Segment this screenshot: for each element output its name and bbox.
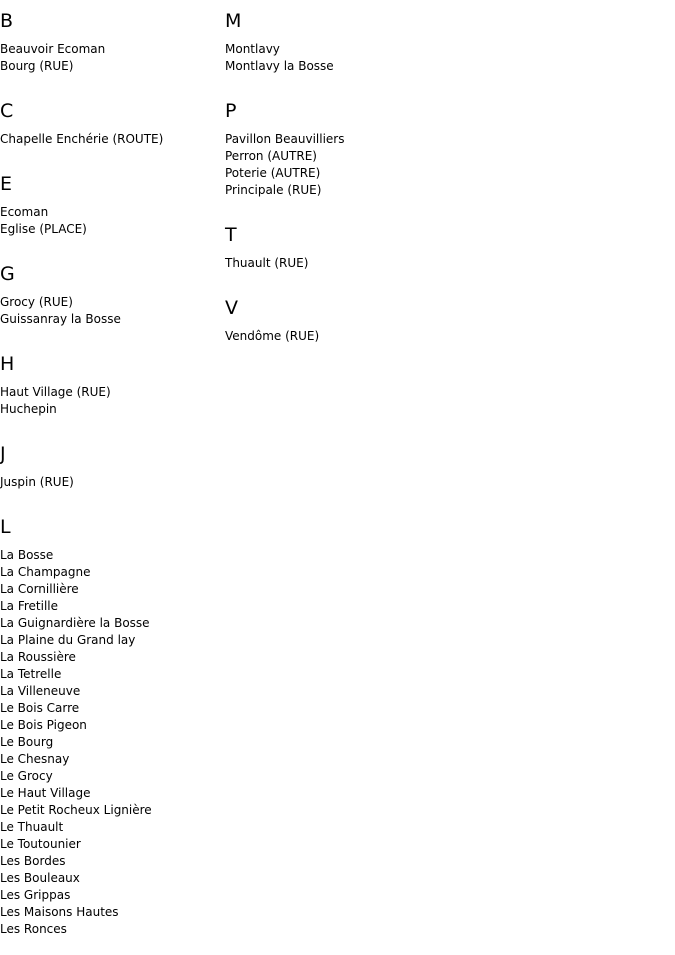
letter-heading: T [225, 224, 237, 246]
letter-section [225, 224, 665, 272]
street-link[interactable]: Les Maisons Hautes [0, 905, 119, 919]
street-list-item [0, 802, 220, 819]
street-link[interactable]: Le Haut Village [0, 786, 91, 800]
street-list-item [0, 384, 220, 401]
street-link[interactable]: Beauvoir Ecoman [0, 42, 106, 56]
letter-section [225, 297, 665, 345]
letter-heading: J [0, 443, 6, 465]
street-list-item [0, 666, 220, 683]
street-list [225, 131, 665, 199]
street-link[interactable]: Huchepin [0, 402, 57, 416]
street-list-item [0, 581, 220, 598]
street-link[interactable]: Bourg (RUE) [0, 59, 74, 73]
street-list-item [0, 58, 220, 75]
street-list-item [0, 683, 220, 700]
street-list-item [0, 294, 220, 311]
street-link[interactable]: Guissanray la Bosse [0, 312, 121, 326]
street-list-item [0, 785, 220, 802]
street-list [0, 547, 220, 938]
street-link[interactable]: La Fretille [0, 599, 59, 613]
street-link[interactable]: Le Bois Pigeon [0, 718, 87, 732]
street-link[interactable]: Thuault (RUE) [225, 256, 309, 270]
street-link[interactable]: Les Ronces [0, 922, 67, 936]
street-list [225, 255, 665, 272]
letter-section [0, 353, 220, 418]
street-list-item [0, 836, 220, 853]
street-link[interactable]: Eglise (PLACE) [0, 222, 87, 236]
street-list [0, 41, 220, 75]
street-list-item [0, 819, 220, 836]
letter-heading: V [225, 297, 238, 319]
letter-section [225, 100, 665, 199]
street-list-item [225, 58, 665, 75]
street-list-item [0, 768, 220, 785]
street-link[interactable]: Le Petit Rocheux Lignière [0, 803, 152, 817]
letter-section [0, 173, 220, 238]
street-list-item [0, 887, 220, 904]
street-link[interactable]: La Cornillière [0, 582, 79, 596]
street-list-item [0, 401, 220, 418]
street-list-item [0, 615, 220, 632]
street-list-item [225, 328, 665, 345]
street-list [0, 131, 220, 148]
letter-heading: H [0, 353, 15, 375]
street-list-item [0, 853, 220, 870]
street-list-item [0, 904, 220, 921]
letter-heading: M [225, 10, 242, 32]
street-list-item [225, 255, 665, 272]
letter-section [0, 443, 220, 491]
street-list-item [0, 734, 220, 751]
street-link[interactable]: Montlavy [225, 42, 280, 56]
street-link[interactable]: La Bosse [0, 548, 54, 562]
street-link[interactable]: Le Grocy [0, 769, 53, 783]
street-link[interactable]: Perron (AUTRE) [225, 149, 317, 163]
street-list-item [0, 221, 220, 238]
street-link[interactable]: Chapelle Enchérie (ROUTE) [0, 132, 164, 146]
street-list-item [0, 632, 220, 649]
street-list-item [225, 148, 665, 165]
street-link[interactable]: Le Bois Carre [0, 701, 80, 715]
street-link[interactable]: Ecoman [0, 205, 49, 219]
street-list [0, 474, 220, 491]
letter-heading: L [0, 516, 11, 538]
street-link[interactable]: Le Thuault [0, 820, 64, 834]
street-list-item [0, 700, 220, 717]
street-list-item [0, 751, 220, 768]
street-link[interactable]: Les Bordes [0, 854, 66, 868]
street-link[interactable]: Les Bouleaux [0, 871, 80, 885]
street-link[interactable]: Montlavy la Bosse [225, 59, 334, 73]
street-link[interactable]: La Plaine du Grand lay [0, 633, 136, 647]
street-link[interactable]: La Champagne [0, 565, 91, 579]
street-list [225, 41, 665, 75]
street-list-item [0, 474, 220, 491]
street-list-item [0, 131, 220, 148]
street-list-item [0, 598, 220, 615]
street-list-item [225, 131, 665, 148]
street-list-item [225, 165, 665, 182]
street-list [0, 294, 220, 328]
street-link[interactable]: Le Bourg [0, 735, 54, 749]
letter-section [0, 10, 220, 75]
letter-section [225, 10, 665, 75]
street-list [0, 384, 220, 418]
street-list [225, 328, 665, 345]
street-list-item [0, 717, 220, 734]
street-list-item [0, 649, 220, 666]
letter-section [0, 100, 220, 148]
street-list-item [0, 921, 220, 938]
street-list-item [0, 564, 220, 581]
street-list-item [0, 870, 220, 887]
street-link[interactable]: La Tetrelle [0, 667, 62, 681]
street-link[interactable]: Haut Village (RUE) [0, 385, 111, 399]
street-link[interactable]: La Villeneuve [0, 684, 81, 698]
street-index-column-right [225, 0, 665, 345]
street-link[interactable]: Le Toutounier [0, 837, 81, 851]
letter-heading: P [225, 100, 237, 122]
letter-section [0, 263, 220, 328]
street-link[interactable]: Juspin (RUE) [0, 475, 74, 489]
street-link[interactable]: La Guignardière la Bosse [0, 616, 150, 630]
street-list-item [0, 204, 220, 221]
street-link[interactable]: Le Chesnay [0, 752, 70, 766]
letter-heading: G [0, 263, 15, 285]
street-list-item [0, 41, 220, 58]
street-link[interactable]: Pavillon Beauvilliers [225, 132, 345, 146]
street-link[interactable]: Principale (RUE) [225, 183, 322, 197]
street-link[interactable]: Poterie (AUTRE) [225, 166, 321, 180]
street-link[interactable]: Les Grippas [0, 888, 71, 902]
street-list-item [225, 182, 665, 199]
letter-heading: B [0, 10, 14, 32]
letter-heading: C [0, 100, 14, 122]
street-list-item [0, 311, 220, 328]
street-list [0, 204, 220, 238]
street-link[interactable]: Vendôme (RUE) [225, 329, 320, 343]
letter-heading: E [0, 173, 13, 195]
street-list-item [0, 547, 220, 564]
street-link[interactable]: La Roussière [0, 650, 76, 664]
street-link[interactable]: Grocy (RUE) [0, 295, 73, 309]
letter-section [0, 516, 220, 938]
street-list-item [225, 41, 665, 58]
street-index-column-left [0, 0, 220, 938]
